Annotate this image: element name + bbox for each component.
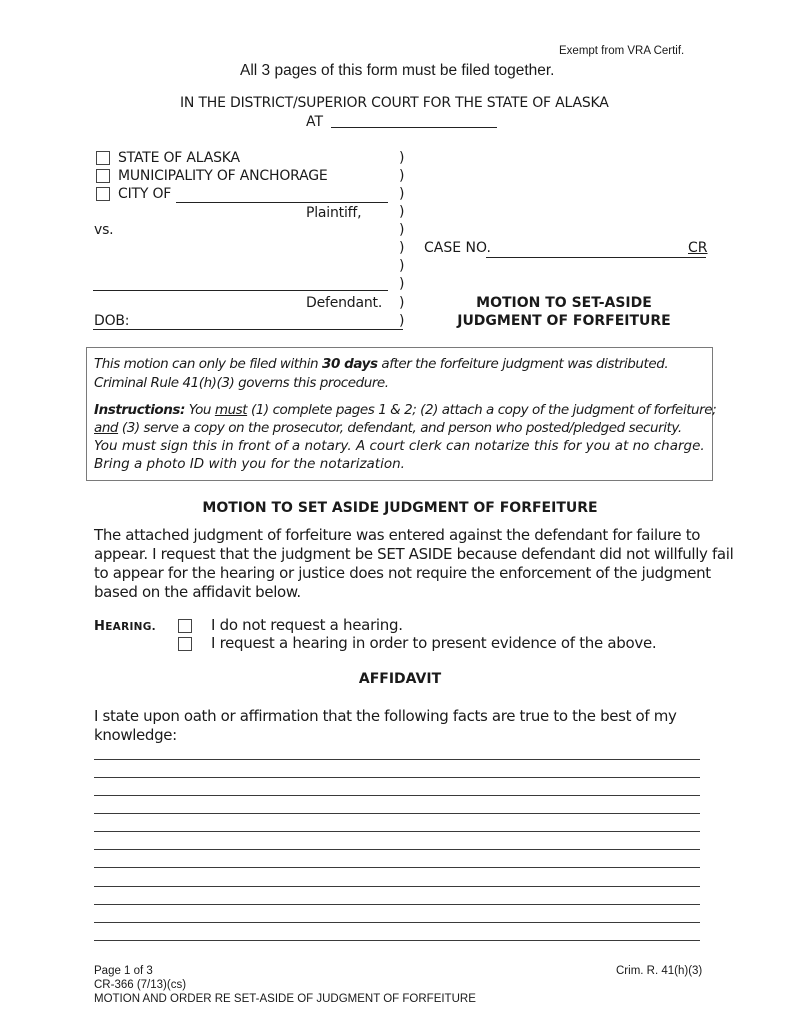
instructions-must: must: [214, 402, 248, 418]
affidavit-text-line: knowledge:: [94, 726, 177, 744]
filing-note: All 3 pages of this form must be filed together.: [240, 62, 555, 79]
no-hearing-label: I do not request a hearing.: [211, 616, 403, 634]
affidavit-blank-line[interactable]: [94, 886, 700, 887]
motion-text-line: appear. I request that the judgment be SET ASIDE because defendant did not willfully fail: [94, 545, 734, 563]
page-number: Page 1 of 3: [94, 965, 153, 977]
instructions-text: (1) complete pages 1 & 2; (2) attach a copy of the judgment of forfeiture;: [247, 402, 717, 418]
form-title-line1: MOTION TO SET-ASIDE: [476, 295, 652, 311]
caption-paren: ): [399, 168, 405, 184]
plaintiff-option-city: [118, 186, 171, 202]
affidavit-title: AFFIDAVIT: [358, 671, 442, 687]
photo-id-note: Bring a photo ID with you for the notarization.: [94, 456, 405, 472]
form-id: CR-366 (7/13)(cs): [94, 979, 187, 991]
affidavit-text-line: I state upon oath or affirmation that the following facts are true to the best of my: [94, 707, 677, 725]
motion-text-line: to appear for the hearing or justice does not require the enforcement of the judgment: [94, 564, 711, 582]
hearing-label-rest: EARING.: [105, 621, 156, 633]
caption-paren: ): [399, 313, 405, 329]
form-title-line2: JUDGMENT OF FORFEITURE: [457, 313, 671, 329]
notary-note: You must sign this in front of a notary. A court clerk can notarize this for you at no charge.: [94, 438, 705, 454]
deadline-text: This motion can only be filed within: [94, 356, 323, 372]
at-label: AT: [306, 114, 324, 130]
dob-label: DOB:: [94, 313, 130, 329]
instructions-text: You: [184, 402, 215, 418]
rule-note: Criminal Rule 41(h)(3) governs this procedure.: [94, 375, 389, 391]
plaintiff-option-label: MUNICIPALITY OF ANCHORAGE: [118, 168, 328, 184]
instructions-text: (3) serve a copy on the prosecutor, defendant, and person who posted/pledged security.: [118, 420, 682, 436]
defendant-label: Defendant.: [306, 295, 383, 311]
dob-field[interactable]: [93, 329, 403, 330]
caption-paren: ): [399, 295, 405, 311]
deadline-text: after the forfeiture judgment was distributed.: [377, 356, 669, 372]
instructions-label: Instructions:: [94, 402, 185, 418]
no-hearing-checkbox[interactable]: [178, 619, 192, 633]
court-heading: IN THE DISTRICT/SUPERIOR COURT FOR THE STATE OF ALASKA: [180, 95, 609, 111]
deadline-days: 30 days: [322, 356, 378, 372]
caption-paren: ): [399, 150, 405, 166]
case-no-field[interactable]: [486, 257, 706, 258]
city-of-checkbox[interactable]: [96, 187, 110, 201]
caption-paren: ): [399, 204, 405, 220]
case-suffix: CR: [688, 240, 708, 256]
state-of-alaska-checkbox[interactable]: [96, 151, 110, 165]
form-footer-title: MOTION AND ORDER RE SET-ASIDE OF JUDGMENT OF FORFEITURE: [94, 993, 476, 1005]
court-location: [306, 113, 497, 130]
affidavit-blank-line[interactable]: [94, 922, 700, 923]
caption-paren: ): [399, 222, 405, 238]
hearing-label: [94, 619, 156, 634]
motion-text-line: The attached judgment of forfeiture was entered against the defendant for failure to: [94, 526, 701, 544]
plaintiff-option-label: CITY OF: [118, 186, 172, 202]
caption-paren: ): [399, 240, 405, 256]
plaintiff-option-label: STATE OF ALASKA: [118, 150, 240, 166]
affidavit-blank-line[interactable]: [94, 777, 700, 778]
affidavit-blank-line[interactable]: [94, 904, 700, 905]
motion-text-line: based on the affidavit below.: [94, 583, 301, 601]
affidavit-blank-line[interactable]: [94, 849, 700, 850]
affidavit-blank-line[interactable]: [94, 831, 700, 832]
instructions-line: [94, 402, 716, 418]
defendant-name-field[interactable]: [93, 290, 388, 291]
caption-paren: ): [399, 186, 405, 202]
case-no-label: CASE NO.: [424, 240, 491, 256]
municipality-checkbox[interactable]: [96, 169, 110, 183]
caption-paren: ): [399, 276, 405, 292]
filing-deadline-note: [94, 356, 668, 372]
plaintiff-option-municipality: [118, 168, 328, 184]
motion-section-title: MOTION TO SET ASIDE JUDGMENT OF FORFEITURE: [202, 500, 598, 516]
vs-label: vs.: [94, 222, 114, 238]
affidavit-blank-line[interactable]: [94, 813, 700, 814]
plaintiff-label: Plaintiff,: [306, 205, 362, 221]
affidavit-blank-line[interactable]: [94, 759, 700, 760]
request-hearing-checkbox[interactable]: [178, 637, 192, 651]
hearing-label-initial: H: [94, 619, 106, 634]
city-name-field[interactable]: [176, 202, 388, 203]
plaintiff-option-state: [118, 150, 240, 166]
rule-reference: Crim. R. 41(h)(3): [616, 965, 703, 977]
instructions-line: [94, 420, 682, 436]
affidavit-blank-line[interactable]: [94, 867, 700, 868]
instructions-and: and: [94, 420, 119, 436]
affidavit-blank-line[interactable]: [94, 940, 700, 941]
affidavit-blank-line[interactable]: [94, 795, 700, 796]
court-location-field[interactable]: [331, 113, 497, 128]
request-hearing-label: I request a hearing in order to present evidence of the above.: [211, 634, 657, 652]
exempt-note: Exempt from VRA Certif.: [559, 45, 685, 57]
caption-paren: ): [399, 258, 405, 274]
